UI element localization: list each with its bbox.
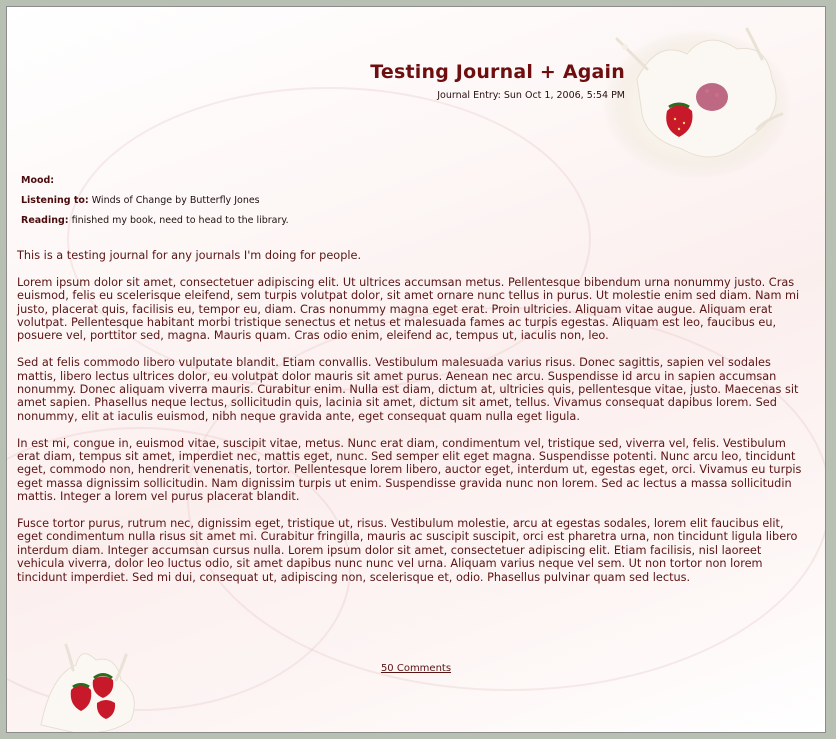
mood-line xyxy=(21,175,54,186)
reading-value: finished my book, need to head to the library. xyxy=(71,215,289,226)
mood-label: Mood: xyxy=(21,175,55,186)
reading-label: Reading: xyxy=(21,215,69,226)
journal-title: Testing Journal + Again xyxy=(370,61,625,83)
strawberry-milk-splash-icon xyxy=(21,635,161,733)
body-paragraph: Fusce tortor purus, rutrum nec, dignissim eget, tristique ut, risus. Vestibulum molestie, arcu at egestas sodales, lorem elit faucibus elit, eget condimentum nulla risus sit amet mi. Curabitur fringilla, mauris ac suscipit suscipit, orci est pharetra urna, non tincidunt ligula libero interdum diam. Integer accumsan cursus nulla. Lorem ipsum dolor sit amet, consectetuer adipiscing elit. Etiam facilisis, nisl laoreet vehicula viverra, dolor leo luctus odio, sit amet dapibus nunc nunc vel urna. Aliquam varius neque vel sem. Ut non tortor non lorem tincidunt imperdiet. Sed mi dui, consequat ut, adipiscing non, scelerisque et, odio. Phasellus pulvinar quam sed lectus. xyxy=(17,517,798,584)
comments-link[interactable]: 50 Comments xyxy=(380,663,452,674)
body-paragraph: This is a testing journal for any journals I'm doing for people. xyxy=(17,249,362,262)
body-paragraph: In est mi, congue in, euismod vitae, suscipit vitae, metus. Nunc erat diam, condimentum vel, tristique sed, viverra vel, felis. Vestibulum erat diam, tempus sit amet, imperdiet nec, mattis eget, nunc. Sed semper elit eget magna. Suspendisse potenti. Nunc arcu leo, tincidunt eget, commodo non, hendrerit venenatis, tortor. Pellentesque lorem libero, auctor eget, interdum ut, egestas eget, orci. Vivamus eu turpis eget massa dignissim sollicitudin. Nam dignissim turpis ut enim. Suspendisse gravida nunc non lorem. Sed ac lectus a massa sollicitudin mattis. Integer a lorem vel purus placerat blandit. xyxy=(17,436,802,504)
strawberry-milk-splash-icon xyxy=(597,19,807,189)
body-paragraph: Sed at felis commodo libero vulputate blandit. Etiam convallis. Vestibulum malesuada varius risus. Donec sagittis, sapien vel sodales mattis, libero lectus ultrices dolor, eu volutpat dolor mauris sit amet purus. Aenean nec arcu. Suspendisse id arcu in sapien accumsan nonummy. Donec aliquam viverra mauris. Curabitur enim. Nulla est diam, dictum at, ultricies quis, pellentesque vitae, justo. Maecenas sit amet sapien. Phasellus neque lectus, sollicitudin quis, lacinia sit amet, dictum sit amet, tellus. Vivamus consequat dapibus lorem. Sed nonummy, elit at iaculis euismod, nibh neque gravida ante, eget consequat quam nulla eget ligula. xyxy=(17,356,799,423)
reading-line xyxy=(21,215,289,226)
body-paragraph: Lorem ipsum dolor sit amet, consectetuer adipiscing elit. Ut ultrices accumsan metus. Pellentesque bibendum urna nonummy justo. Cras euismod, felis eu scelerisque eleifend, sem turpis volutpat dolor, sit amet ornare nunc tellus in purus. Ut molestie enim sed diam. Nam mi justo, placerat quis, facilisis eu, tempor eu, diam. Cras nonummy magna eget erat. Proin ultricies. Aliquam vitae augue. Aliquam erat volutpat. Pellentesque habitant morbi tristique senectus et netus et malesuada fames ac turpis egestas. Aliquam est leo, faucibus eu, posuere vel, porttitor sed, magna. Mauris quam. Cras odio enim, eleifend ac, tempus ut, iaculis non, leo. xyxy=(17,275,800,343)
listening-line xyxy=(21,195,260,206)
entry-date: Journal Entry: Sun Oct 1, 2006, 5:54 PM xyxy=(437,90,625,101)
journal-container xyxy=(6,6,826,733)
listening-value: Winds of Change by Butterfly Jones xyxy=(91,195,260,206)
journal-body xyxy=(17,249,807,597)
listening-label: Listening to: xyxy=(21,195,89,206)
